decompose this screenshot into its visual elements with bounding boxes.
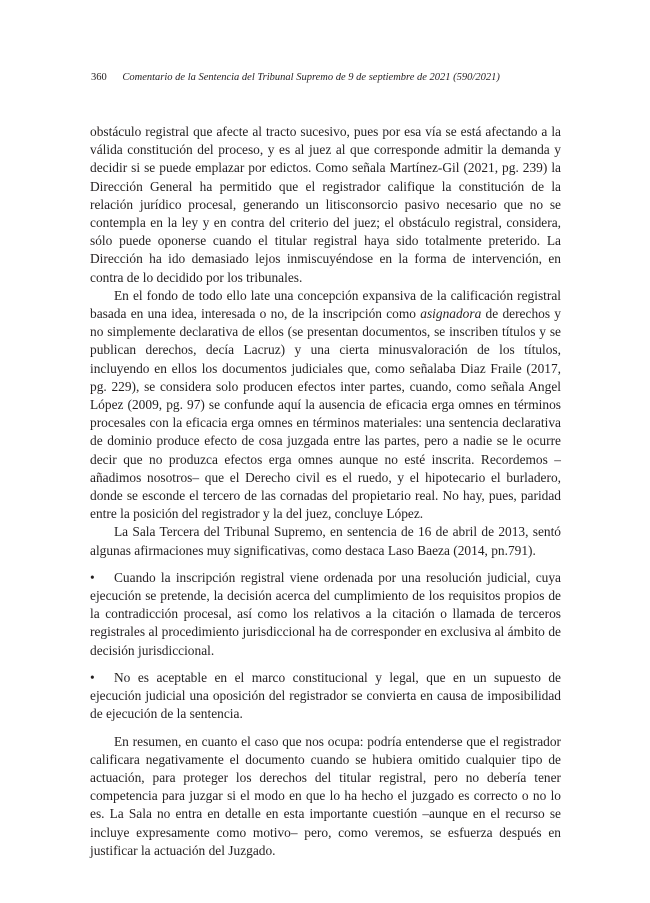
bullet-marker: • xyxy=(90,569,95,585)
bullet-marker: • xyxy=(90,669,95,685)
bullet-text: No es aceptable en el marco constitucional y legal, que en un supuesto de ejecución judicial una oposición del registrador se convierta en causa de imposibilidad de ejecución de la sentencia. xyxy=(90,669,561,722)
italic-term: asignadora xyxy=(420,306,482,322)
paragraph-concepcion-expansiva xyxy=(90,287,561,524)
running-header xyxy=(91,72,561,83)
bullet-item-oposicion xyxy=(90,669,561,724)
bullet-item-inscripcion xyxy=(90,569,561,660)
page-body xyxy=(90,123,561,860)
paragraph-text: En el fondo de todo ello late una concepción expansiva de la calificación registral basada en una idea, interesada o no, de la inscripción como xyxy=(90,287,561,322)
paragraph-continued: obstáculo registral que afecte al tracto sucesivo, pues por esa vía se está afectando a la válida constitución del proceso, y es al juez al que corresponde admitir la demanda y decidir si se puede emplazar por edictos. Como señala Martínez-Gil (2021, pg. 239) la Dirección General ha permitido que el registrador califique la constitución de la relación jurídico procesal, generando un litisconsorcio pasivo necesario que no se contempla en la ley y en contra del criterio del juez; el obstáculo registral, considera, sólo puede oponerse cuando el titular registral haya sido totalmente preterido. La Dirección ha ido demasiado lejos inmiscuyéndose en la forma de intervención, en contra de lo decidido por los tribunales. xyxy=(90,124,561,285)
paragraph-sala-tercera: La Sala Tercera del Tribunal Supremo, en sentencia de 16 de abril de 2013, sentó algunas afirmaciones muy significativas, como destaca Laso Baeza (2014, pn.791). xyxy=(90,524,561,558)
paragraph-resumen: En resumen, en cuanto el caso que nos ocupa: podría entenderse que el registrador calificara negativamente el documento cuando se hubiera omitido cualquier tipo de actuación, para proteger los derechos del titular registral, pero no debería tener competencia para juzgar si el modo en que lo ha hecho el juzgado es correcto o no lo es. La Sala no entra en detalle en esta importante cuestión –aunque en el recurso se incluye expresamente como motivo– pero, como veremos, se esfuerza después en justificar la actuación del Juzgado. xyxy=(90,733,561,858)
paragraph-text: de derechos y no simplemente declarativa de ellos (se presentan documentos, se inscriben títulos y se publican derechos, decía Lacruz) y una cierta minusvaloración de los títulos, incluyendo en ellos los documentos judiciales que, como señalaba Diaz Fraile (2017, pg. 229), se considera solo producen efectos inter partes, cuando, como señala Angel López (2009, pg. 97) se confunde aquí la ausencia de eficacia erga omnes en términos procesales con la eficacia erga omnes en términos materiales: una sentencia declarativa de dominio produce efecto de cosa juzgada entre las partes, pero a nadie se le ocurre decir que no produzca efectos erga omnes aunque no esté inscrita. Recordemos –añadimos nosotros– que el Derecho civil es el ruedo, y el hipotecario el burladero, donde se esconde el tercero de las cornadas del propietario real. No hay, pues, paridad entre la posición del registrador y la del juez, concluye López. xyxy=(90,306,562,522)
page-number: 360 xyxy=(91,72,107,83)
bullet-text: Cuando la inscripción registral viene ordenada por una resolución judicial, cuya ejecución se pretende, la decisión acerca del cumplimiento de los requisitos propios de la contradicción procesal, así como los relativos a la citación o llamada de terceros registrales al procedimiento jurisdiccional ha de corresponder en exclusiva al ámbito de decisión jurisdiccional. xyxy=(90,569,561,658)
running-title: Comentario de la Sentencia del Tribunal Supremo de 9 de septiembre de 2021 (590/2021) xyxy=(122,72,500,83)
